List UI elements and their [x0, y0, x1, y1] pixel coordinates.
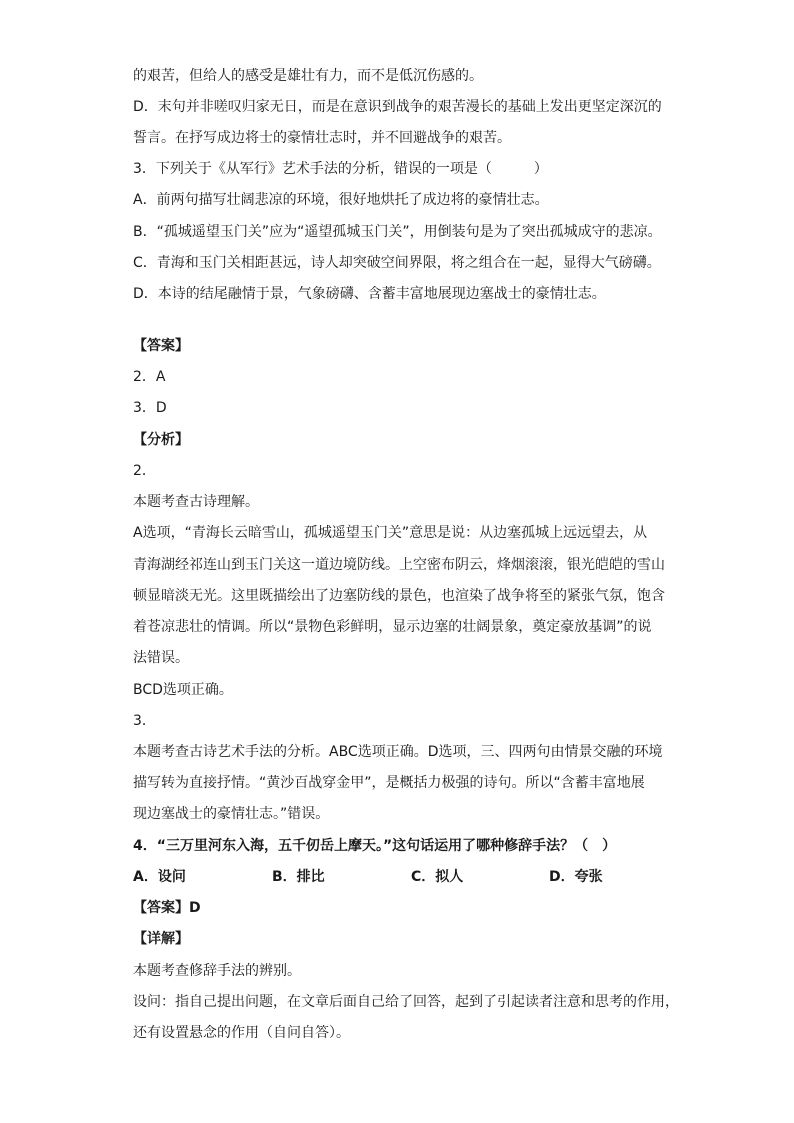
answer-heading: 【答案】 [133, 338, 189, 354]
option-a: A．设问 [133, 869, 186, 885]
analysis-heading: 【分析】 [133, 432, 189, 448]
text-line: 本题考查修辞手法的辨别。 [133, 963, 301, 979]
text-line: 描写转为直接抒情。“黄沙百战穿金甲”，是概括力极强的诗句。所以“含蓄丰富地展 [133, 775, 645, 791]
text-line: 本题考查古诗艺术手法的分析。ABC选项正确。D选项，三、四两句由情景交融的环境 [133, 744, 663, 760]
answer-3: 3．D [133, 400, 167, 416]
option-b: B．排比 [272, 869, 325, 885]
text-line: D．末句并非嗟叹归家无日，而是在意识到战争的艰苦漫长的基础上发出更坚定深沉的 [133, 99, 662, 115]
text-line: 还有设置悬念的作用（自问自答）。 [133, 1025, 350, 1041]
text-line: 设问：指自己提出问题，在文章后面自己给了回答，起到了引起读者注意和思考的作用， [133, 994, 679, 1010]
option-a: A．前两句描写壮阔悲凉的环境，很好地烘托了成边将的豪情壮志。 [133, 192, 549, 208]
text-line: 顿显暗淡无光。这里既描绘出了边塞防线的景色，也渲染了战争将至的紧张气氛，饱含 [133, 588, 665, 604]
text-line: 青海湖经祁连山到玉门关这一道边境防线。上空密布阴云，烽烟滚滚，银光皑皑的雪山 [133, 557, 665, 573]
text-line: 的艰苦，但给人的感受是雄壮有力，而不是低沉伤感的。 [133, 68, 483, 84]
question-4: 4．“三万里河东入海，五千仞岳上摩天。”这句话运用了哪种修辞手法？（ ） [133, 838, 617, 854]
text-line: BCD选项正确。 [133, 682, 233, 698]
option-c: C．拟人 [411, 869, 464, 885]
text-line: 誓言。在抒写成边将士的豪情壮志时，并不回避战争的艰苦。 [133, 130, 511, 146]
analysis-number: 2． [133, 463, 156, 479]
question-3: 3．下列关于《从军行》艺术手法的分析，错误的一项是（ ） [133, 161, 548, 177]
text-line: 着苍凉悲壮的情调。所以“景物色彩鲜明，显示边塞的壮阔景象，奠定豪放基调”的说 [133, 619, 652, 635]
text-line: 法错误。 [133, 650, 189, 666]
option-d: D．本诗的结尾融情于景，气象磅礴、含蓄丰富地展现边塞战士的豪情壮志。 [133, 286, 606, 302]
answer-2: 2．A [133, 369, 166, 385]
option-b: B．“孤城遥望玉门关”应为“遥望孤城玉门关”，用倒装句是为了突出孤城成守的悲凉。 [133, 224, 662, 240]
option-c: C．青海和玉门关相距甚远，诗人却突破空间界限，将之组合在一起，显得大气磅礴。 [133, 255, 661, 271]
option-d: D．夸张 [549, 869, 603, 885]
analysis-number: 3． [133, 713, 156, 729]
detail-heading: 【详解】 [133, 931, 189, 947]
text-line: A选项，“青海长云暗雪山，孤城遥望玉门关”意思是说：从边塞孤城上远远望去，从 [133, 525, 648, 541]
answer-heading: 【答案】D [133, 900, 201, 916]
text-line: 现边塞战士的豪情壮志。”错误。 [133, 806, 330, 822]
text-line: 本题考查古诗理解。 [133, 494, 259, 510]
